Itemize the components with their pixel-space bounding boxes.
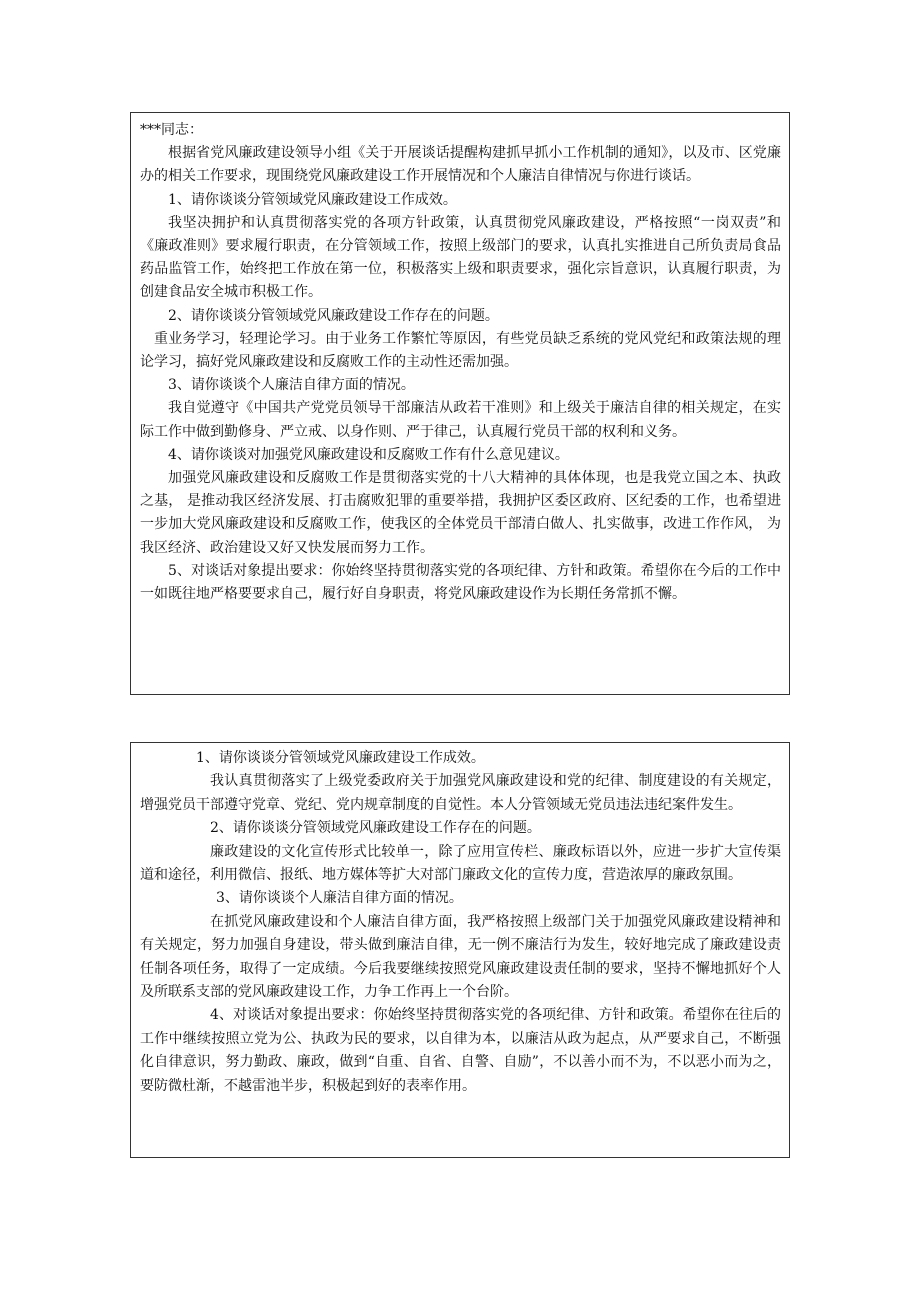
question-4: 4、请你谈谈对加强党风廉政建设和反腐败工作有什么意见建议。 — [168, 446, 569, 463]
interview-record-2 — [130, 742, 790, 1158]
interview-record-1 — [130, 112, 790, 695]
answer-3: 我自觉遵守《中国共产党党员领导干部廉洁从政若干准则》和上级关于廉洁自律的相关规定，在实际工作中做到勤修身、严立戒、以身作则、严于律己，认真履行党员干部的权利和义务。 — [140, 400, 781, 440]
question-1: 1、请你谈谈分管领域党风廉政建设工作成效。 — [168, 191, 457, 208]
question-2: 2、请你谈谈分管领域党风廉政建设工作存在的问题。 — [210, 820, 541, 837]
question-3: 3、请你谈谈个人廉洁自律方面的情况。 — [216, 890, 463, 907]
intro-paragraph: 根据省党风廉政建设领导小组《关于开展谈话提醒构建抓早抓小工作机制的通知》，以及市、区党廉办的相关工作要求，现围绕党风廉政建设工作开展情况和个人廉洁自律情况与你进行谈话。 — [140, 145, 781, 185]
answer-2: 廉政建设的文化宣传形式比较单一，除了应用宣传栏、廉政标语以外，应进一步扩大宣传渠道和途径，利用微信、报纸、地方媒体等扩大对部门廉政文化的宣传力度，营造浓厚的廉政氛围。 — [140, 843, 781, 884]
answer-1: 我坚决拥护和认真贯彻落实党的各项方针政策，认真贯彻党风廉政建设，严格按照“一岗双责”和《廉政准则》要求履行职责，在分管领域工作，按照上级部门的要求，认真扎实推进自己所负责局食品药品监管工作，始终把工作放在第一位，积极落实上级和职责要求，强化宗旨意识，认真履行职责，为创建食品安全城市积极工作。 — [140, 214, 781, 301]
question-3: 3、请你谈谈个人廉洁自律方面的情况。 — [168, 377, 415, 394]
answer-2: 重业务学习，轻理论学习。由于业务工作繁忙等原因，有些党员缺乏系统的党风党纪和政策法规的理论学习，搞好党风廉政建设和反腐败工作的主动性还需加强。 — [140, 330, 781, 371]
answer-3: 在抓党风廉政建设和个人廉洁自律方面，我严格按照上级部门关于加强党风廉政建设精神和有关规定，努力加强自身建设，带头做到廉洁自律，无一例不廉洁行为发生，较好地完成了廉政建设责任制各项任务，取得了一定成绩。今后我要继续按照党风廉政建设责任制的要求，坚持不懈地抓好个人及所联系支部的党风廉政建设工作，力争工作再上一个台阶。 — [140, 913, 781, 1001]
question-2: 2、请你谈谈分管领域党风廉政建设工作存在的问题。 — [168, 307, 499, 324]
requirement: 4、对谈话对象提出要求：你始终坚持贯彻落实党的各项纪律、方针和政策。希望你在往后的工作中继续按照立党为公、执政为民的要求，以自律为本，以廉洁从政为起点，从严要求自己，不断强化自律意识，努力勤政、廉政，做到“自重、自省、自警、自励”，不以善小而不为，不以恶小而为之，要防微杜渐，不越雷池半步，积极起到好的表率作用。 — [140, 1007, 781, 1094]
requirement: 5、对谈话对象提出要求：你始终坚持贯彻落实党的各项纪律、方针和政策。希望你在今后的工作中一如既往地严格要要求自己，履行好自身职责，将党风廉政建设作为长期任务常抓不懈。 — [140, 562, 781, 603]
salutation: ***同志： — [140, 122, 203, 138]
question-1: 1、请你谈谈分管领域党风廉政建设工作成效。 — [196, 750, 485, 766]
answer-4: 加强党风廉政建设和反腐败工作是贯彻落实党的十八大精神的具体体现，也是我党立国之本、执政之基， 是推动我区经济发展、打击腐败犯罪的重要举措，我拥护区委区政府、区纪委的工作，也希望进一步加大党风廉政建设和反腐败工作，使我区的全体党员干部清白做人、扎实做事，改进工作作风， 为我区经济、政治建设又好又快发展而努力工作。 — [140, 470, 781, 556]
answer-1: 我认真贯彻落实了上级党委政府关于加强党风廉政建设和党的纪律、制度建设的有关规定，增强党员干部遵守党章、党纪、党内规章制度的自觉性。本人分管领域无党员违法违纪案件发生。 — [140, 773, 781, 813]
